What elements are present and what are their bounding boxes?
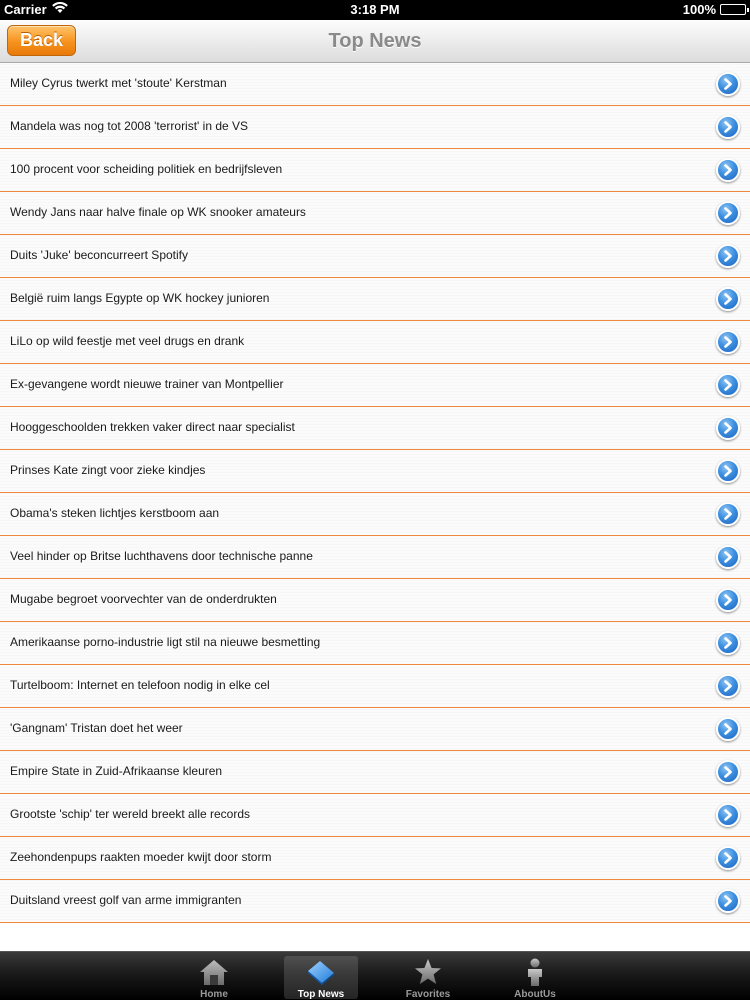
news-row[interactable] [0, 407, 750, 450]
disclosure-arrow-icon[interactable] [716, 416, 740, 440]
news-row[interactable] [0, 751, 750, 794]
disclosure-arrow-icon[interactable] [716, 330, 740, 354]
news-title: Prinses Kate zingt voor zieke kindjes [10, 463, 206, 477]
news-title: Obama's steken lichtjes kerstboom aan [10, 506, 220, 520]
page-title: Top News [328, 30, 422, 52]
news-title: België ruim langs Egypte op WK hockey junioren [10, 291, 270, 305]
news-row[interactable] [0, 493, 750, 536]
news-row[interactable] [0, 278, 750, 321]
news-title: Empire State in Zuid-Afrikaanse kleuren [10, 764, 223, 778]
news-row[interactable] [0, 63, 750, 106]
disclosure-arrow-icon[interactable] [716, 373, 740, 397]
navigation-bar [0, 20, 750, 63]
top-news-icon [284, 957, 358, 987]
home-icon [177, 957, 251, 987]
tab-top-news[interactable] [284, 956, 358, 999]
tab-about-us[interactable] [498, 956, 572, 999]
tab-top-news-label: Top News [297, 989, 345, 1000]
news-title: Turtelboom: Internet en telefoon nodig in elke cel [10, 678, 270, 692]
news-row[interactable] [0, 321, 750, 364]
disclosure-arrow-icon[interactable] [716, 244, 740, 268]
disclosure-arrow-icon[interactable] [716, 201, 740, 225]
news-row[interactable] [0, 235, 750, 278]
news-row[interactable] [0, 880, 750, 923]
news-row[interactable] [0, 149, 750, 192]
news-row[interactable] [0, 536, 750, 579]
disclosure-arrow-icon[interactable] [716, 588, 740, 612]
tab-bar [0, 951, 750, 1000]
battery-indicator [683, 2, 746, 17]
tab-home-label: Home [200, 989, 228, 1000]
disclosure-arrow-icon[interactable] [716, 674, 740, 698]
disclosure-arrow-icon[interactable] [716, 158, 740, 182]
news-title: Duits 'Juke' beconcurreert Spotify [10, 248, 188, 262]
news-row[interactable] [0, 579, 750, 622]
disclosure-arrow-icon[interactable] [716, 72, 740, 96]
disclosure-arrow-icon[interactable] [716, 545, 740, 569]
news-title: Wendy Jans naar halve finale op WK snooker amateurs [10, 205, 306, 219]
news-title: Duitsland vreest golf van arme immigranten [10, 893, 242, 907]
news-title: Zeehondenpups raakten moeder kwijt door storm [10, 850, 272, 864]
disclosure-arrow-icon[interactable] [716, 631, 740, 655]
tab-favorites[interactable] [391, 956, 465, 999]
news-title: Grootste 'schip' ter wereld breekt alle records [10, 807, 251, 821]
news-title: Mandela was nog tot 2008 'terrorist' in de VS [10, 119, 249, 133]
disclosure-arrow-icon[interactable] [716, 803, 740, 827]
news-row[interactable] [0, 450, 750, 493]
news-row[interactable] [0, 106, 750, 149]
news-row[interactable] [0, 794, 750, 837]
news-title: Amerikaanse porno-industrie ligt stil na nieuwe besmetting [10, 635, 321, 649]
back-button[interactable]: Back [7, 25, 76, 56]
battery-percent: 100% [682, 2, 716, 17]
disclosure-arrow-icon[interactable] [716, 846, 740, 870]
carrier-label: Carrier [4, 2, 47, 17]
news-title: LiLo op wild feestje met veel drugs en drank [10, 334, 245, 348]
star-icon [391, 957, 465, 987]
status-bar [0, 0, 750, 20]
news-row[interactable] [0, 837, 750, 880]
news-row[interactable] [0, 622, 750, 665]
tab-favorites-label: Favorites [405, 989, 451, 1000]
disclosure-arrow-icon[interactable] [716, 502, 740, 526]
disclosure-arrow-icon[interactable] [716, 717, 740, 741]
news-list [0, 63, 750, 923]
news-row[interactable] [0, 192, 750, 235]
disclosure-arrow-icon[interactable] [716, 889, 740, 913]
news-row[interactable] [0, 364, 750, 407]
news-title: 100 procent voor scheiding politiek en bedrijfsleven [10, 162, 283, 176]
battery-icon [720, 4, 746, 15]
news-title: Miley Cyrus twerkt met 'stoute' Kerstman [10, 76, 227, 90]
news-title: Mugabe begroet voorvechter van de onderdrukten [10, 592, 277, 606]
tab-about-us-label: AboutUs [514, 989, 556, 1000]
disclosure-arrow-icon[interactable] [716, 760, 740, 784]
person-icon [498, 957, 572, 987]
disclosure-arrow-icon[interactable] [716, 115, 740, 139]
news-title: Ex-gevangene wordt nieuwe trainer van Montpellier [10, 377, 284, 391]
news-title: 'Gangnam' Tristan doet het weer [10, 721, 183, 735]
news-row[interactable] [0, 708, 750, 751]
tab-home[interactable] [177, 956, 251, 999]
news-title: Veel hinder op Britse luchthavens door technische panne [10, 549, 313, 563]
status-time: 3:18 PM [350, 2, 400, 17]
news-row[interactable] [0, 665, 750, 708]
disclosure-arrow-icon[interactable] [716, 459, 740, 483]
disclosure-arrow-icon[interactable] [716, 287, 740, 311]
news-title: Hooggeschoolden trekken vaker direct naar specialist [10, 420, 295, 434]
